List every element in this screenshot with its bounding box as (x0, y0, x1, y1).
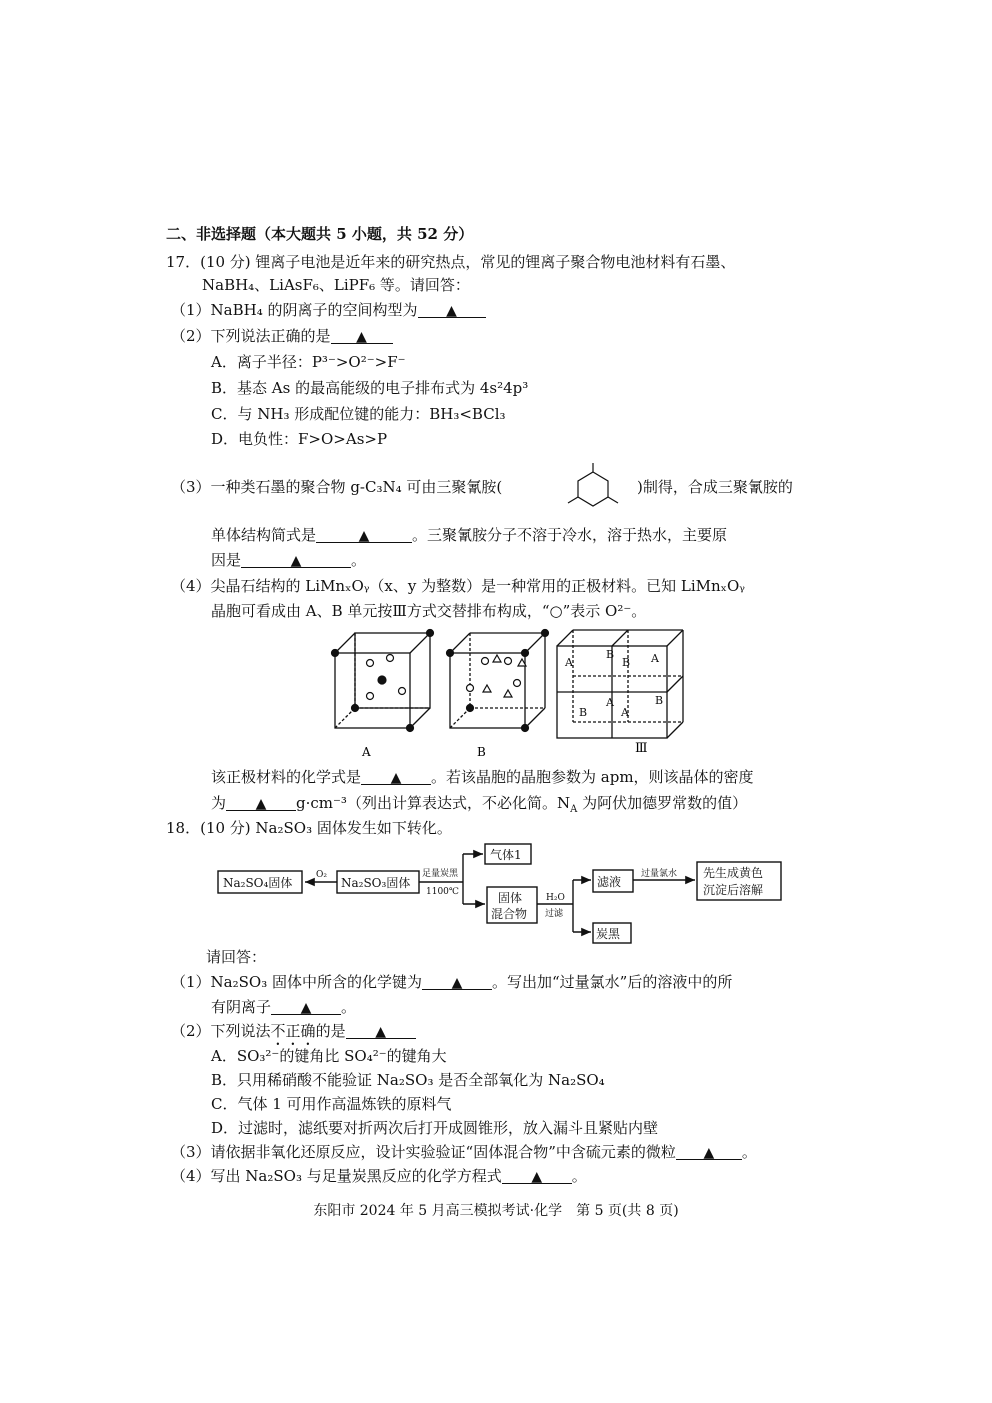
q17-part4-e: 为 (211, 794, 227, 812)
grid-label: B (622, 656, 631, 669)
answer-mark: ▲ (375, 1024, 386, 1040)
answer-mark: ▲ (255, 796, 267, 812)
q17-part2 (171, 326, 393, 346)
q18-part4-a: （4）写出 Na₂SO₃ 与足量炭黑反应的化学方程式 (171, 1167, 502, 1185)
flow-arrow3-top: H₂O (546, 893, 565, 903)
flow-arrow4-text: 过量氯水 (641, 869, 678, 879)
q18-part2-not: 不正确 (270, 1022, 316, 1040)
q17-part4-fsub: A (570, 804, 578, 815)
q18-part3-b: 。 (741, 1143, 757, 1161)
answer-blank[interactable] (241, 550, 351, 568)
q17-part1-text: （1）NaBH₄ 的阴离子的空间构型为 (171, 301, 418, 319)
flow-arrow1-text: O₂ (316, 870, 327, 880)
q18-part1-d: 。 (341, 998, 357, 1016)
q18-stem: 18．(10 分) Na₂SO₃ 固体发生如下转化。 (166, 819, 452, 837)
q18-part4-b: 。 (571, 1167, 587, 1185)
q17-option-c: C．与 NH₃ 形成配位键的能力：BH₃<BCl₃ (211, 405, 506, 423)
section-heading: 二、非选择题（本大题共 5 小题，共 52 分） (166, 225, 474, 243)
grid-label: A (565, 656, 573, 669)
answer-mark: ▲ (300, 1000, 312, 1016)
q17-part4-line4 (211, 793, 747, 820)
flow-filtrate-text: 滤液 (597, 875, 622, 889)
q17-part3-b: )制得，合成三聚氰胺的 (637, 478, 793, 496)
flow-carbon-text: 炭黑 (596, 927, 621, 941)
flow-box2-text: Na₂SO₃固体 (341, 876, 411, 890)
answer-mark: ▲ (356, 329, 367, 345)
q17-stem-line2: NaBH₄、LiAsF₆、LiPF₆ 等。请回答： (202, 276, 470, 294)
figure-label-b: B (477, 745, 486, 758)
answer-blank[interactable] (502, 1166, 572, 1184)
q17-part3-d: 。三聚氰胺分子不溶于冷水，溶于热水，主要原 (412, 526, 728, 544)
answer-blank[interactable] (418, 300, 486, 318)
answer-blank[interactable] (271, 997, 341, 1015)
q17-part1 (171, 300, 486, 320)
q18-part3-a: （3）请依据非氧化还原反应，设计实验验证“固体混合物”中含硫元素的微粒 (171, 1143, 676, 1161)
q17-part4-d: 。若该晶胞的晶胞参数为 apm，则该晶体的密度 (431, 768, 754, 786)
q18-option-d: D．过滤时，滤纸要对折两次后打开成圆锥形，放入漏斗且紧贴内壁 (211, 1119, 659, 1137)
flow-box1-text: Na₂SO₄固体 (223, 876, 293, 890)
q17-option-a: A．离子半径：P³⁻>O²⁻>F⁻ (211, 353, 406, 371)
answer-mark: ▲ (446, 303, 457, 319)
melamine-structure (538, 452, 638, 518)
q18-part2-a: （2）下列说法 (171, 1022, 271, 1040)
q18-part4 (171, 1166, 587, 1186)
q17-part4-c: 该正极材料的化学式是 (211, 768, 362, 786)
answer-mark: ▲ (451, 975, 463, 991)
flow-arrow3-bottom: 过滤 (545, 909, 564, 919)
answer-blank[interactable] (676, 1142, 742, 1160)
q17-part4-line3 (211, 767, 754, 787)
flow-result-text1: 先生成黄色 (703, 866, 764, 880)
q18-option-a: A．SO₃²⁻的键角比 SO₄²⁻的键角大 (211, 1047, 447, 1065)
answer-mark: ▲ (703, 1145, 715, 1161)
q17-part4-f: g·cm⁻³（列出计算表达式，不必化简。N (296, 794, 571, 812)
q17-part3-line2 (211, 525, 727, 545)
q18-option-b: B．只用稀硝酸不能验证 Na₂SO₃ 是否全部氧化为 Na₂SO₄ (211, 1071, 605, 1089)
q17-part4-b: 晶胞可看成由 A、B 单元按Ⅲ方式交替排布构成，“○”表示 O²⁻。 (211, 602, 647, 620)
cube-b (450, 633, 545, 728)
q18-part3 (171, 1142, 757, 1162)
q17-part4-g: 为阿伏加德罗常数的值） (577, 794, 748, 812)
grid-label: A (651, 652, 659, 665)
q18-part1-a: （1）Na₂SO₃ 固体中所含的化学键为 (171, 973, 422, 991)
q17-option-b: B．基态 As 的最高能级的电子排布式为 4s²4p³ (211, 379, 529, 397)
q17-part3-a: （3）一种类石墨的聚合物 g-C₃N₄ 可由三聚氰胺( (171, 478, 503, 496)
grid-label: B (655, 694, 664, 707)
q18-part1-line1 (171, 972, 732, 992)
grid-label: B (606, 648, 615, 661)
q18-part2-b: 的是 (315, 1022, 346, 1040)
q17-part3-line3 (211, 550, 366, 570)
answer-blank[interactable] (361, 767, 431, 785)
flow-result-text2: 沉淀后溶解 (703, 883, 764, 897)
crystal-figures (325, 628, 695, 758)
grid-label: A (621, 706, 629, 719)
answer-blank[interactable] (346, 1021, 416, 1039)
grid-label: A (606, 696, 614, 709)
q17-option-d: D．电负性：F>O>As>P (211, 430, 388, 448)
flow-solid-text2: 混合物 (491, 907, 528, 921)
cube-iii (557, 630, 683, 738)
q18-option-c: C．气体 1 可用作高温炼铁的原料气 (211, 1095, 452, 1113)
q17-part4-a: （4）尖晶石结构的 LiMnₓOᵧ（x、y 为整数）是一种常用的正极材料。已知 LiMnₓOᵧ (171, 577, 745, 595)
flow-arrow2-bottom: 1100℃ (426, 887, 459, 897)
figure-label-a: A (362, 745, 371, 758)
answer-blank[interactable] (331, 326, 393, 344)
answer-mark: ▲ (531, 1169, 543, 1185)
q18-part2 (171, 1021, 416, 1049)
q17-part3-e: 因是 (211, 551, 242, 569)
answer-blank[interactable] (316, 525, 412, 543)
q17-stem-line1: 17．(10 分) 锂离子电池是近年来的研究热点，常见的锂离子聚合物电池材料有石墨、 (166, 253, 736, 271)
q18-part1-line2 (211, 997, 356, 1017)
answer-mark: ▲ (390, 770, 402, 786)
q18-part1-b: 。写出加“过量氯水”后的溶液中的所 (491, 973, 733, 991)
answer-mark: ▲ (358, 528, 370, 544)
figure-label-iii: Ⅲ (635, 741, 648, 756)
flow-gas-text: 气体1 (490, 848, 522, 862)
q18-part1-c: 有阴离子 (211, 998, 272, 1016)
answer-mark: ▲ (290, 553, 302, 569)
q17-part3-f: 。 (351, 551, 367, 569)
q17-part2-text: （2）下列说法正确的是 (171, 327, 331, 345)
answer-blank[interactable] (422, 972, 492, 990)
page-footer: 东阳市 2024 年 5 月高三模拟考试·化学 第 5 页(共 8 页) (313, 1203, 679, 1219)
q17-part3-c: 单体结构简式是 (211, 526, 317, 544)
flow-arrow2-top: 足量炭黑 (422, 869, 459, 879)
q18-flow-diagram (215, 840, 795, 945)
flow-solid-text1: 固体 (498, 891, 523, 905)
grid-label: B (579, 706, 588, 719)
answer-blank[interactable] (226, 793, 296, 811)
q18-ask: 请回答： (206, 948, 267, 966)
